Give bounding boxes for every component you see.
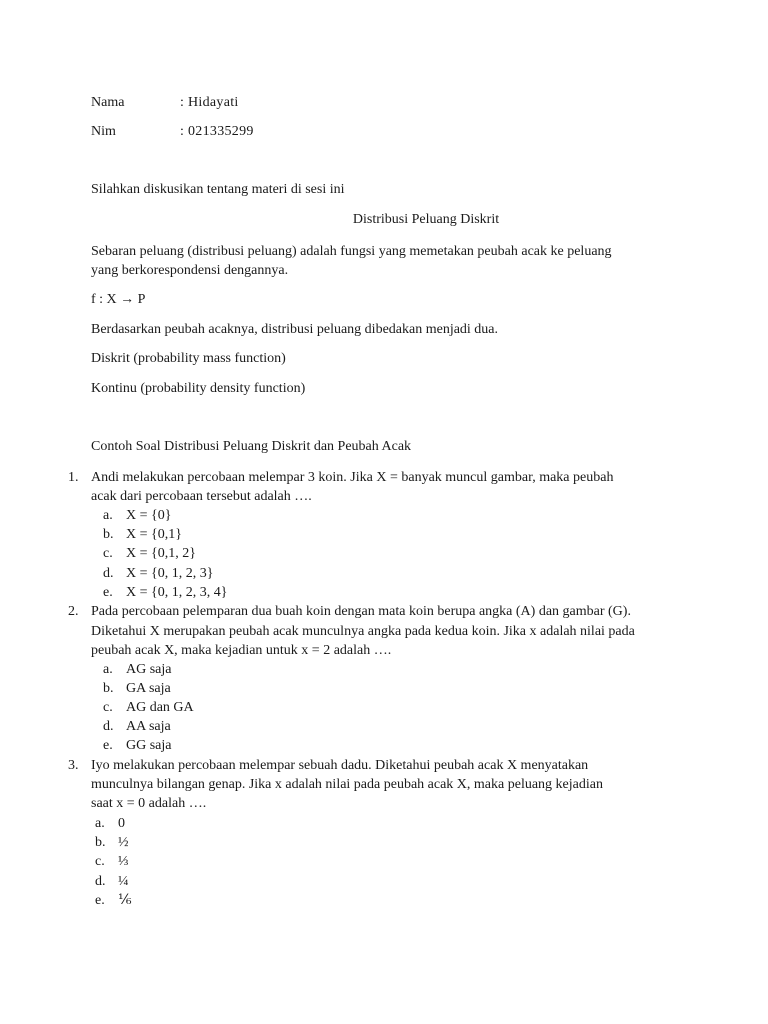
classification-text: Berdasarkan peubah acaknya, distribusi peluang dibedakan menjadi dua. xyxy=(91,322,499,337)
option-letter: a. xyxy=(95,816,105,831)
option-letter: d. xyxy=(95,874,106,889)
option-letter: e. xyxy=(95,893,105,908)
document-title: Distribusi Peluang Diskrit xyxy=(352,212,500,227)
instruction-text: Silahkan diskusikan tentang materi di sesi ini xyxy=(91,182,345,197)
option-text: 0 xyxy=(118,816,125,831)
type-discrete-text: Diskrit (probability mass function) xyxy=(91,351,286,366)
question-number: 2. xyxy=(68,604,79,619)
question-2-line-2: Diketahui X merupakan peubah acak munculnya angka pada kedua koin. Jika x adalah nilai pada xyxy=(91,624,635,639)
question-3-line-2: munculnya bilangan genap. Jika x adalah nilai pada peubah acak X, maka peluang kejadian xyxy=(91,777,603,792)
option-letter: e. xyxy=(103,738,113,753)
option-text: X = {0, 1, 2, 3} xyxy=(126,566,214,581)
question-number: 1. xyxy=(68,470,79,485)
option-text: AG saja xyxy=(126,662,172,677)
option-text: AA saja xyxy=(126,719,171,734)
option-text: ⅙ xyxy=(118,893,132,908)
option-letter: c. xyxy=(103,546,113,561)
nim-label: Nim xyxy=(91,124,116,139)
question-number: 3. xyxy=(68,758,79,773)
option-letter: a. xyxy=(103,508,113,523)
option-text: X = {0,1} xyxy=(126,527,182,542)
option-letter: b. xyxy=(95,835,106,850)
option-letter: b. xyxy=(103,681,114,696)
formula-text: f : X → P xyxy=(91,292,146,307)
option-letter: b. xyxy=(103,527,114,542)
definition-line-1: Sebaran peluang (distribusi peluang) adalah fungsi yang memetakan peubah acak ke peluang xyxy=(91,244,612,259)
type-continuous-text: Kontinu (probability density function) xyxy=(91,381,306,396)
option-text: X = {0} xyxy=(126,508,172,523)
option-text: ⅓ xyxy=(118,854,129,869)
option-letter: c. xyxy=(103,700,113,715)
option-text: ¼ xyxy=(118,874,129,889)
question-3-line-3: saat x = 0 adalah …. xyxy=(91,796,207,811)
question-3-line-1: Iyo melakukan percobaan melempar sebuah dadu. Diketahui peubah acak X menyatakan xyxy=(91,758,589,773)
option-text: ½ xyxy=(118,835,129,850)
question-2-line-1: Pada percobaan pelemparan dua buah koin dengan mata koin berupa angka (A) dan gambar (G). xyxy=(91,604,631,619)
option-text: AG dan GA xyxy=(126,700,194,715)
definition-line-2: yang berkorespondensi dengannya. xyxy=(91,263,289,278)
option-letter: a. xyxy=(103,662,113,677)
option-letter: e. xyxy=(103,585,113,600)
option-text: X = {0,1, 2} xyxy=(126,546,196,561)
question-1-line-1: Andi melakukan percobaan melempar 3 koin. Jika X = banyak muncul gambar, maka peubah xyxy=(91,470,614,485)
option-text: GG saja xyxy=(126,738,172,753)
option-letter: d. xyxy=(103,566,114,581)
option-text: GA saja xyxy=(126,681,171,696)
option-text: X = {0, 1, 2, 3, 4} xyxy=(126,585,228,600)
option-letter: d. xyxy=(103,719,114,734)
name-label: Nama xyxy=(91,95,125,110)
examples-heading: Contoh Soal Distribusi Peluang Diskrit dan Peubah Acak xyxy=(91,439,412,454)
name-value: : Hidayati xyxy=(180,95,239,110)
question-1-line-2: acak dari percobaan tersebut adalah …. xyxy=(91,489,312,504)
question-2-line-3: peubah acak X, maka kejadian untuk x = 2 adalah …. xyxy=(91,643,392,658)
nim-value: : 021335299 xyxy=(180,124,254,139)
option-letter: c. xyxy=(95,854,105,869)
